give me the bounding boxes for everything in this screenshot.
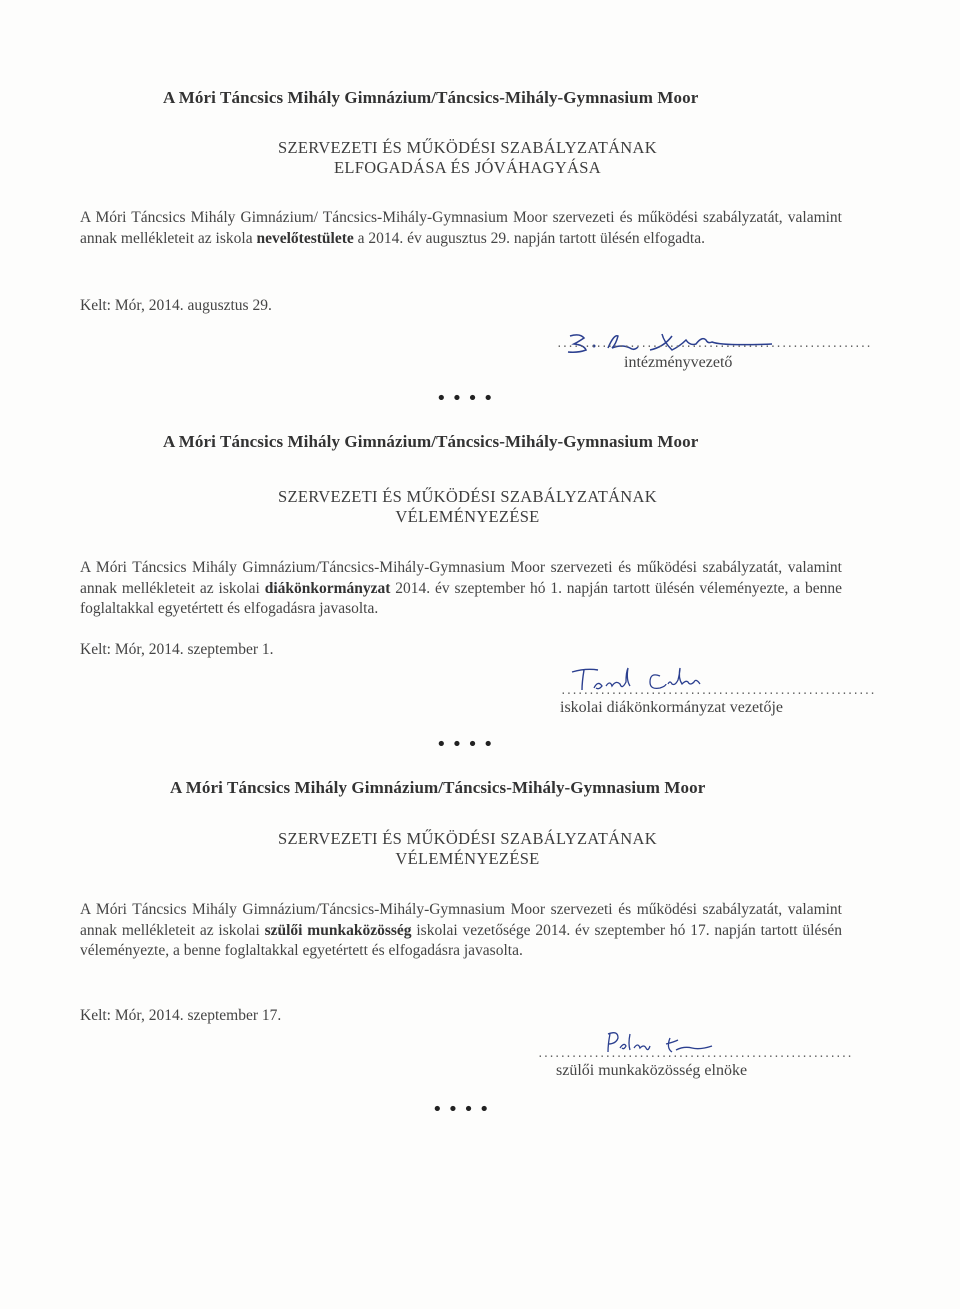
section-paragraph: A Móri Táncsics Mihály Gimnázium/ Táncsics-Mihály-Gymnasium Moor szervezeti és működési szabályzatát, valamint annak mellékleteit az iskola nevelőtestülete a 2014. év augusztus 29. napján tartott ülésén elfogadta. (80, 209, 842, 247)
section-separator: •••• (436, 734, 499, 755)
signature-line: ........................................................ (560, 684, 875, 697)
section-heading-line2: VÉLEMÉNYEZÉSE (395, 507, 540, 526)
section-heading-line2: VÉLEMÉNYEZÉSE (395, 849, 540, 868)
date-location: Kelt: Mór, 2014. augusztus 29. (80, 297, 272, 314)
section-heading-line1: SZERVEZETI ÉS MŰKÖDÉSI SZABÁLYZATÁNAK (278, 138, 657, 157)
date-location: Kelt: Mór, 2014. szeptember 17. (80, 1007, 282, 1024)
school-name: A Móri Táncsics Mihály Gimnázium/Táncsics-Mihály-Gymnasium Moor (163, 88, 699, 107)
signature-line: ........................................................ (556, 337, 871, 350)
section-paragraph: A Móri Táncsics Mihály Gimnázium/Táncsics-Mihály-Gymnasium Moor szervezeti és működési szabályzatát, valamint annak mellékleteit az iskolai diákönkormányzat 2014. év szeptember hó 1. napján tartott ülésén véleményezte, a benne foglaltakkal egyetértett és elfogadásra javasolta. (80, 559, 842, 617)
section-heading-line1: SZERVEZETI ÉS MŰKÖDÉSI SZABÁLYZATÁNAK (278, 829, 657, 848)
signature-role: iskolai diákönkormányzat vezetője (560, 699, 784, 716)
section-separator: •••• (436, 388, 499, 409)
signature-line: ........................................................ (537, 1047, 852, 1060)
signature-role: intézményvezető (624, 354, 733, 371)
date-location: Kelt: Mór, 2014. szeptember 1. (80, 641, 274, 658)
section-heading-line1: SZERVEZETI ÉS MŰKÖDÉSI SZABÁLYZATÁNAK (278, 487, 657, 506)
section-heading-line2: ELFOGADÁSA ÉS JÓVÁHAGYÁSA (334, 158, 601, 177)
section-separator: •••• (432, 1099, 495, 1120)
school-name: A Móri Táncsics Mihály Gimnázium/Táncsics-Mihály-Gymnasium Moor (163, 432, 699, 451)
signature-role: szülői munkaközösség elnöke (556, 1062, 748, 1079)
section-paragraph: A Móri Táncsics Mihály Gimnázium/Táncsics-Mihály-Gymnasium Moor szervezeti és működési szabályzatát, valamint annak mellékleteit az iskolai szülői munkaközösség iskolai vezetősége 2014. év szeptember hó 17. napján tartott ülésén véleményezte, a benne foglaltakkal egyetértett és elfogadásra javasolta. (80, 901, 843, 959)
school-name: A Móri Táncsics Mihály Gimnázium/Táncsics-Mihály-Gymnasium Moor (170, 778, 706, 797)
